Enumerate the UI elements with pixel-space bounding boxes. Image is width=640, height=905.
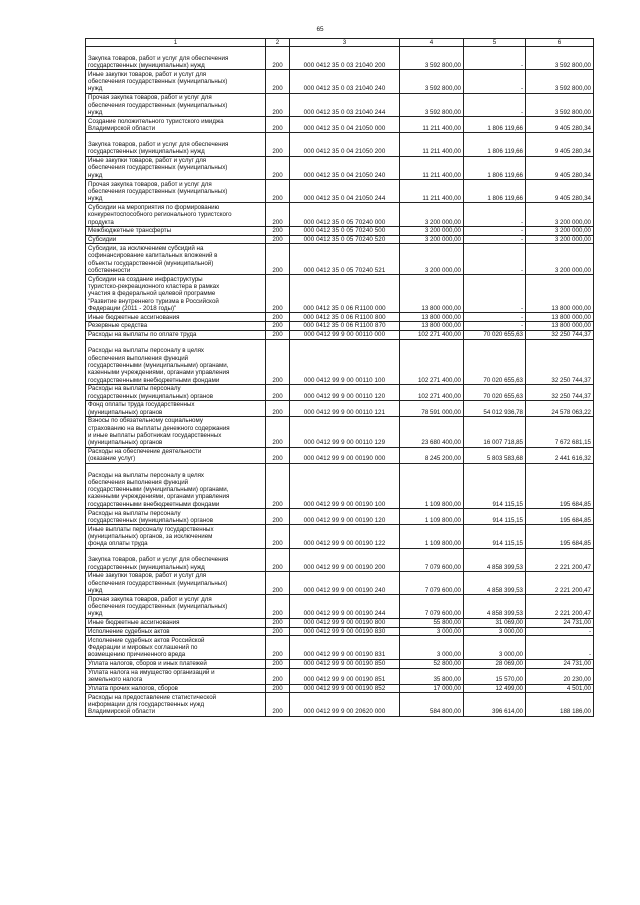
row-line-code: 200: [266, 321, 290, 330]
row-budget-code: 000 0412 35 0 04 21050 000: [290, 117, 400, 133]
row-description: Субсидии на создание инфраструктуры туристско-рекреационного кластера в рамках участия в федеральной целевой программе "Развитие внутреннего туризма в Российской Федерации (2011 - 2018 годы)": [86, 275, 266, 313]
row-unexecuted-amount: 195 684,85: [526, 525, 594, 548]
row-unexecuted-amount: 24 731,00: [526, 659, 594, 668]
row-description: Взносы по обязательному социальному страхованию на выплаты денежного содержания и иные выплаты работникам государственных (муниципальных) органов: [86, 416, 266, 447]
row-executed-amount: 1 806 119,66: [464, 117, 526, 133]
row-budget-code: 000 0412 35 0 06 R1100 870: [290, 321, 400, 330]
row-unexecuted-amount: 32 250 744,37: [526, 330, 594, 339]
row-budget-code: 000 0412 35 0 03 21040 244: [290, 93, 400, 116]
table-row: [86, 509, 594, 525]
table-row: [86, 156, 594, 179]
row-line-code: 200: [266, 525, 290, 548]
row-budget-code: 000 0412 99 9 00 00190 000: [290, 447, 400, 463]
row-line-code: 200: [266, 203, 290, 226]
table-row: [86, 244, 594, 275]
row-budget-code: 000 0412 35 0 04 21050 244: [290, 180, 400, 203]
table-row: [86, 235, 594, 244]
row-line-code: 200: [266, 668, 290, 684]
table-row: [86, 548, 594, 571]
row-approved-amount: 13 800 000,00: [400, 275, 464, 313]
row-unexecuted-amount: 3 592 800,00: [526, 47, 594, 70]
row-description: Закупка товаров, работ и услуг для обеспечения государственных (муниципальных) нужд: [86, 548, 266, 571]
row-approved-amount: 102 271 400,00: [400, 339, 464, 384]
row-description: Прочая закупка товаров, работ и услуг для обеспечения государственных (муниципальных) нужд: [86, 180, 266, 203]
row-approved-amount: 3 200 000,00: [400, 203, 464, 226]
row-unexecuted-amount: 9 405 280,34: [526, 133, 594, 156]
column-header-4: 4: [400, 39, 464, 47]
row-line-code: 200: [266, 117, 290, 133]
row-line-code: 200: [266, 684, 290, 693]
table-row: [86, 339, 594, 384]
row-description: Создание положительного туристского имиджа Владимирской области: [86, 117, 266, 133]
row-unexecuted-amount: -: [526, 636, 594, 659]
row-executed-amount: 4 858 399,53: [464, 571, 526, 594]
row-executed-amount: 54 012 936,78: [464, 400, 526, 416]
row-description: Расходы на обеспечение деятельности (оказание услуг): [86, 447, 266, 463]
row-budget-code: 000 0412 99 9 00 00190 800: [290, 618, 400, 627]
table-row: [86, 321, 594, 330]
row-executed-amount: 4 858 399,53: [464, 595, 526, 618]
row-description: Прочая закупка товаров, работ и услуг для обеспечения государственных (муниципальных) нужд: [86, 595, 266, 618]
row-approved-amount: 1 109 800,00: [400, 509, 464, 525]
row-approved-amount: 17 000,00: [400, 684, 464, 693]
row-description: Расходы на выплаты персоналу государственных (муниципальных) органов: [86, 384, 266, 400]
row-approved-amount: 11 211 400,00: [400, 117, 464, 133]
row-unexecuted-amount: 195 684,85: [526, 463, 594, 508]
table-row: [86, 659, 594, 668]
row-approved-amount: 7 079 600,00: [400, 595, 464, 618]
row-approved-amount: 11 211 400,00: [400, 180, 464, 203]
row-budget-code: 000 0412 35 0 06 R1100 800: [290, 313, 400, 322]
table-row: [86, 525, 594, 548]
table-row: [86, 693, 594, 716]
row-approved-amount: 7 079 600,00: [400, 571, 464, 594]
row-approved-amount: 13 800 000,00: [400, 321, 464, 330]
row-line-code: 200: [266, 595, 290, 618]
row-description: Исполнение судебных актов: [86, 627, 266, 636]
row-description: Иные выплаты персоналу государственных (муниципальных) органов, за исключением фонда оплаты труда: [86, 525, 266, 548]
row-approved-amount: 1 109 800,00: [400, 525, 464, 548]
row-executed-amount: 914 115,15: [464, 525, 526, 548]
row-description: Резервные средства: [86, 321, 266, 330]
table-row: [86, 330, 594, 339]
row-line-code: 200: [266, 133, 290, 156]
row-description: Иные закупки товаров, работ и услуг для обеспечения государственных (муниципальных) нужд: [86, 571, 266, 594]
row-line-code: 200: [266, 636, 290, 659]
row-unexecuted-amount: 9 405 280,34: [526, 180, 594, 203]
row-description: Расходы на выплаты персоналу в целях обеспечения выполнения функций государственными (муниципальными) органами, казенными учреждениями, органами управления государственными внебюджетными фондами: [86, 463, 266, 508]
row-unexecuted-amount: 4 501,00: [526, 684, 594, 693]
table-row: [86, 400, 594, 416]
page-number: 65: [316, 26, 324, 33]
row-budget-code: 000 0412 99 9 00 00190 240: [290, 571, 400, 594]
row-executed-amount: 396 614,00: [464, 693, 526, 716]
row-unexecuted-amount: 2 221 200,47: [526, 548, 594, 571]
row-approved-amount: 55 800,00: [400, 618, 464, 627]
row-budget-code: 000 0412 99 9 00 00190 830: [290, 627, 400, 636]
table-row: [86, 684, 594, 693]
row-description: Иные бюджетные ассигнования: [86, 618, 266, 627]
row-executed-amount: 31 069,00: [464, 618, 526, 627]
table-row: [86, 47, 594, 70]
table-row: [86, 226, 594, 235]
row-line-code: 200: [266, 275, 290, 313]
row-approved-amount: 3 592 800,00: [400, 70, 464, 93]
row-approved-amount: 52 800,00: [400, 659, 464, 668]
column-header-6: 6: [526, 39, 594, 47]
row-description: Субсидии, за исключением субсидий на софинансирование капитальных вложений в объекты государственной (муниципальной) собственности: [86, 244, 266, 275]
row-unexecuted-amount: 7 672 681,15: [526, 416, 594, 447]
row-budget-code: 000 0412 99 9 00 00190 200: [290, 548, 400, 571]
row-line-code: 200: [266, 313, 290, 322]
row-description: Субсидии на мероприятия по формированию конкурентоспособного регионального туристского продукта: [86, 203, 266, 226]
row-budget-code: 000 0412 35 0 03 21040 240: [290, 70, 400, 93]
row-unexecuted-amount: 9 405 280,34: [526, 156, 594, 179]
row-approved-amount: 7 079 600,00: [400, 548, 464, 571]
row-description: Межбюджетные трансферты: [86, 226, 266, 235]
row-budget-code: 000 0412 99 9 00 00110 100: [290, 339, 400, 384]
row-description: Расходы на предоставление статистической информации для государственных нужд Владимирской области: [86, 693, 266, 716]
row-executed-amount: 1 806 119,66: [464, 180, 526, 203]
row-budget-code: 000 0412 99 9 00 00190 122: [290, 525, 400, 548]
table-header-row: [86, 39, 594, 47]
row-approved-amount: 584 800,00: [400, 693, 464, 716]
row-line-code: 200: [266, 509, 290, 525]
row-line-code: 200: [266, 330, 290, 339]
row-unexecuted-amount: 32 250 744,37: [526, 384, 594, 400]
column-header-1: 1: [86, 39, 266, 47]
row-approved-amount: 23 680 400,00: [400, 416, 464, 447]
row-unexecuted-amount: 2 221 200,47: [526, 571, 594, 594]
row-unexecuted-amount: 3 200 000,00: [526, 244, 594, 275]
table-row: [86, 595, 594, 618]
row-budget-code: 000 0412 99 9 00 00190 850: [290, 659, 400, 668]
row-budget-code: 000 0412 99 9 00 00110 120: [290, 384, 400, 400]
table-row: [86, 133, 594, 156]
row-line-code: 200: [266, 659, 290, 668]
row-description: Иные закупки товаров, работ и услуг для обеспечения государственных (муниципальных) нужд: [86, 156, 266, 179]
row-unexecuted-amount: 32 250 744,37: [526, 339, 594, 384]
row-approved-amount: 1 109 800,00: [400, 463, 464, 508]
row-description: Расходы на выплаты по оплате труда: [86, 330, 266, 339]
table-row: [86, 668, 594, 684]
row-line-code: 200: [266, 627, 290, 636]
row-executed-amount: -: [464, 321, 526, 330]
row-description: Исполнение судебных актов Российской Федерации и мировых соглашений по возмещению причиненного вреда: [86, 636, 266, 659]
row-unexecuted-amount: 188 186,00: [526, 693, 594, 716]
row-budget-code: 000 0412 35 0 04 21050 240: [290, 156, 400, 179]
row-budget-code: 000 0412 99 9 00 20620 000: [290, 693, 400, 716]
row-budget-code: 000 0412 35 0 05 70240 000: [290, 203, 400, 226]
row-unexecuted-amount: -: [526, 627, 594, 636]
row-executed-amount: 15 570,00: [464, 668, 526, 684]
row-approved-amount: 8 245 200,00: [400, 447, 464, 463]
table-row: [86, 313, 594, 322]
row-budget-code: 000 0412 99 9 00 00110 129: [290, 416, 400, 447]
row-executed-amount: -: [464, 235, 526, 244]
row-line-code: 200: [266, 156, 290, 179]
row-budget-code: 000 0412 99 9 00 00110 000: [290, 330, 400, 339]
row-line-code: 200: [266, 693, 290, 716]
row-executed-amount: 4 858 399,53: [464, 548, 526, 571]
row-unexecuted-amount: 3 200 000,00: [526, 203, 594, 226]
table-row: [86, 636, 594, 659]
row-executed-amount: 16 007 718,85: [464, 416, 526, 447]
row-approved-amount: 3 592 800,00: [400, 47, 464, 70]
row-unexecuted-amount: 24 731,00: [526, 618, 594, 627]
row-executed-amount: 3 000,00: [464, 627, 526, 636]
row-description: Закупка товаров, работ и услуг для обеспечения государственных (муниципальных) нужд: [86, 133, 266, 156]
row-approved-amount: 13 800 000,00: [400, 313, 464, 322]
row-unexecuted-amount: 195 684,85: [526, 509, 594, 525]
row-description: Иные закупки товаров, работ и услуг для обеспечения государственных (муниципальных) нужд: [86, 70, 266, 93]
table-row: [86, 70, 594, 93]
column-header-2: 2: [266, 39, 290, 47]
row-line-code: 200: [266, 618, 290, 627]
row-executed-amount: -: [464, 313, 526, 322]
row-line-code: 200: [266, 339, 290, 384]
row-executed-amount: 28 069,00: [464, 659, 526, 668]
table-row: [86, 447, 594, 463]
row-description: Субсидии: [86, 235, 266, 244]
row-executed-amount: -: [464, 275, 526, 313]
row-unexecuted-amount: 2 221 200,47: [526, 595, 594, 618]
row-approved-amount: 35 800,00: [400, 668, 464, 684]
table-row: [86, 93, 594, 116]
table-row: [86, 627, 594, 636]
row-budget-code: 000 0412 35 0 05 70240 521: [290, 244, 400, 275]
row-executed-amount: 914 115,15: [464, 463, 526, 508]
row-description: Уплата налогов, сборов и иных платежей: [86, 659, 266, 668]
row-executed-amount: 70 020 655,63: [464, 330, 526, 339]
table-row: [86, 203, 594, 226]
row-budget-code: 000 0412 99 9 00 00190 852: [290, 684, 400, 693]
row-line-code: 200: [266, 463, 290, 508]
row-executed-amount: 5 803 583,68: [464, 447, 526, 463]
row-executed-amount: -: [464, 93, 526, 116]
row-unexecuted-amount: 9 405 280,34: [526, 117, 594, 133]
row-executed-amount: -: [464, 47, 526, 70]
row-approved-amount: 3 200 000,00: [400, 244, 464, 275]
row-budget-code: 000 0412 35 0 05 70240 520: [290, 235, 400, 244]
row-unexecuted-amount: 13 800 000,00: [526, 321, 594, 330]
row-approved-amount: 102 271 400,00: [400, 330, 464, 339]
row-executed-amount: 1 806 119,66: [464, 156, 526, 179]
row-budget-code: 000 0412 35 0 06 R1100 000: [290, 275, 400, 313]
row-approved-amount: 3 000,00: [400, 627, 464, 636]
row-budget-code: 000 0412 99 9 00 00190 244: [290, 595, 400, 618]
row-line-code: 200: [266, 180, 290, 203]
row-line-code: 200: [266, 47, 290, 70]
budget-execution-table: [85, 38, 594, 717]
row-executed-amount: -: [464, 244, 526, 275]
row-executed-amount: 70 020 655,63: [464, 384, 526, 400]
row-budget-code: 000 0412 99 9 00 00110 121: [290, 400, 400, 416]
row-approved-amount: 3 200 000,00: [400, 235, 464, 244]
row-description: Расходы на выплаты персоналу в целях обеспечения выполнения функций государственными (муниципальными) органами, казенными учреждениями, органами управления государственными внебюджетными фондами: [86, 339, 266, 384]
row-budget-code: 000 0412 99 9 00 00190 100: [290, 463, 400, 508]
row-unexecuted-amount: 3 200 000,00: [526, 226, 594, 235]
row-unexecuted-amount: 24 578 063,22: [526, 400, 594, 416]
table-row: [86, 618, 594, 627]
row-description: Уплата налога на имущество организаций и земельного налога: [86, 668, 266, 684]
row-budget-code: 000 0412 35 0 05 70240 500: [290, 226, 400, 235]
table-row: [86, 180, 594, 203]
row-executed-amount: 3 000,00: [464, 636, 526, 659]
row-approved-amount: 3 200 000,00: [400, 226, 464, 235]
row-executed-amount: -: [464, 203, 526, 226]
row-line-code: 200: [266, 235, 290, 244]
row-description: Иные бюджетные ассигнования: [86, 313, 266, 322]
column-header-3: 3: [290, 39, 400, 47]
row-line-code: 200: [266, 226, 290, 235]
table-row: [86, 117, 594, 133]
row-approved-amount: 3 000,00: [400, 636, 464, 659]
row-line-code: 200: [266, 244, 290, 275]
row-line-code: 200: [266, 548, 290, 571]
row-budget-code: 000 0412 99 9 00 00190 120: [290, 509, 400, 525]
row-unexecuted-amount: 13 800 000,00: [526, 313, 594, 322]
row-description: Фонд оплаты труда государственных (муниципальных) органов: [86, 400, 266, 416]
table-row: [86, 571, 594, 594]
column-header-5: 5: [464, 39, 526, 47]
row-line-code: 200: [266, 384, 290, 400]
row-description: Уплата прочих налогов, сборов: [86, 684, 266, 693]
row-approved-amount: 11 211 400,00: [400, 133, 464, 156]
row-budget-code: 000 0412 99 9 00 00190 831: [290, 636, 400, 659]
row-executed-amount: -: [464, 226, 526, 235]
row-budget-code: 000 0412 35 0 03 21040 200: [290, 47, 400, 70]
row-line-code: 200: [266, 70, 290, 93]
row-unexecuted-amount: 3 200 000,00: [526, 235, 594, 244]
row-executed-amount: -: [464, 70, 526, 93]
row-approved-amount: 78 591 000,00: [400, 400, 464, 416]
table-row: [86, 275, 594, 313]
row-executed-amount: 914 115,15: [464, 509, 526, 525]
row-unexecuted-amount: 13 800 000,00: [526, 275, 594, 313]
table-row: [86, 416, 594, 447]
row-budget-code: 000 0412 35 0 04 21050 200: [290, 133, 400, 156]
table-row: [86, 463, 594, 508]
row-line-code: 200: [266, 416, 290, 447]
row-approved-amount: 3 592 800,00: [400, 93, 464, 116]
row-approved-amount: 102 271 400,00: [400, 384, 464, 400]
row-description: Закупка товаров, работ и услуг для обеспечения государственных (муниципальных) нужд: [86, 47, 266, 70]
row-description: Прочая закупка товаров, работ и услуг для обеспечения государственных (муниципальных) нужд: [86, 93, 266, 116]
row-unexecuted-amount: 20 230,00: [526, 668, 594, 684]
row-line-code: 200: [266, 571, 290, 594]
row-approved-amount: 11 211 400,00: [400, 156, 464, 179]
row-line-code: 200: [266, 93, 290, 116]
table-body: [86, 47, 594, 717]
row-budget-code: 000 0412 99 9 00 00190 851: [290, 668, 400, 684]
row-executed-amount: 70 020 655,63: [464, 339, 526, 384]
row-description: Расходы на выплаты персоналу государственных (муниципальных) органов: [86, 509, 266, 525]
row-line-code: 200: [266, 447, 290, 463]
row-executed-amount: 1 806 119,66: [464, 133, 526, 156]
table-row: [86, 384, 594, 400]
row-line-code: 200: [266, 400, 290, 416]
row-executed-amount: 12 499,00: [464, 684, 526, 693]
row-unexecuted-amount: 3 592 800,00: [526, 70, 594, 93]
row-unexecuted-amount: 2 441 616,32: [526, 447, 594, 463]
row-unexecuted-amount: 3 592 800,00: [526, 93, 594, 116]
